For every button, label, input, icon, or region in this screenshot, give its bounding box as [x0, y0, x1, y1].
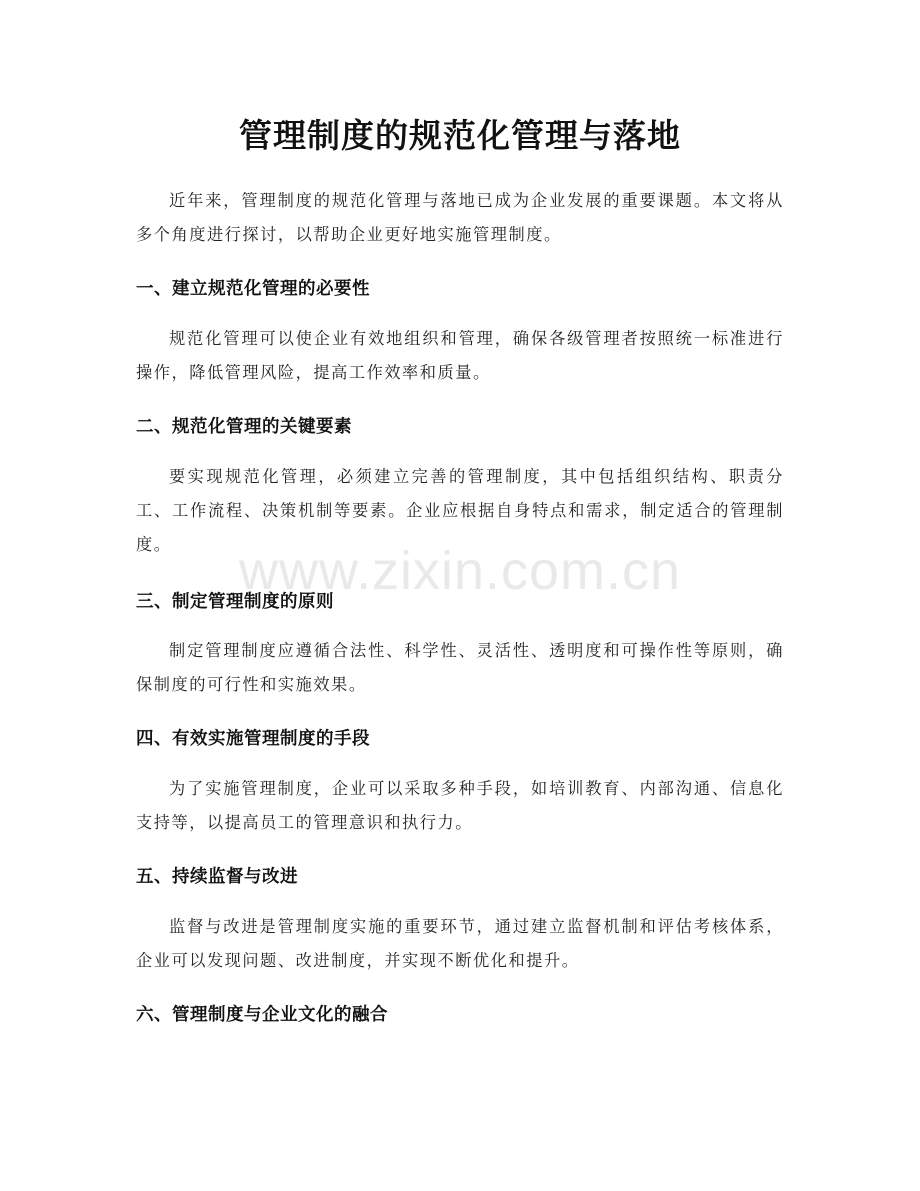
intro-paragraph: 近年来，管理制度的规范化管理与落地已成为企业发展的重要课题。本文将从多个角度进行探讨，以帮助企业更好地实施管理制度。 [136, 191, 784, 244]
section-body-3: 制定管理制度应遵循合法性、科学性、灵活性、透明度和可操作性等原则，确保制度的可行性和实施效果。 [136, 641, 784, 694]
section-body-4: 为了实施管理制度，企业可以采取多种手段，如培训教育、内部沟通、信息化支持等，以提高员工的管理意识和执行力。 [136, 779, 784, 832]
section-body-5: 监督与改进是管理制度实施的重要环节，通过建立监督机制和评估考核体系，企业可以发现问题、改进制度，并实现不断优化和提升。 [136, 917, 784, 970]
section-heading-3: 三、制定管理制度的原则 [136, 592, 334, 612]
section-heading-6: 六、管理制度与企业文化的融合 [136, 1005, 388, 1025]
section-heading-5: 五、持续监督与改进 [136, 867, 298, 887]
section-heading-2: 二、规范化管理的关键要素 [136, 417, 352, 437]
section-heading-4: 四、有效实施管理制度的手段 [136, 729, 370, 749]
site-watermark: www.zixin.com.cn [238, 541, 682, 601]
section-body-1: 规范化管理可以使企业有效地组织和管理，确保各级管理者按照统一标准进行操作，降低管理风险，提高工作效率和质量。 [136, 329, 784, 382]
document-title: 管理制度的规范化管理与落地 [239, 116, 681, 155]
section-heading-1: 一、建立规范化管理的必要性 [136, 279, 370, 299]
section-body-2: 要实现规范化管理，必须建立完善的管理制度，其中包括组织结构、职责分工、工作流程、决策机制等要素。企业应根据自身特点和需求，制定适合的管理制度。 [136, 467, 784, 554]
